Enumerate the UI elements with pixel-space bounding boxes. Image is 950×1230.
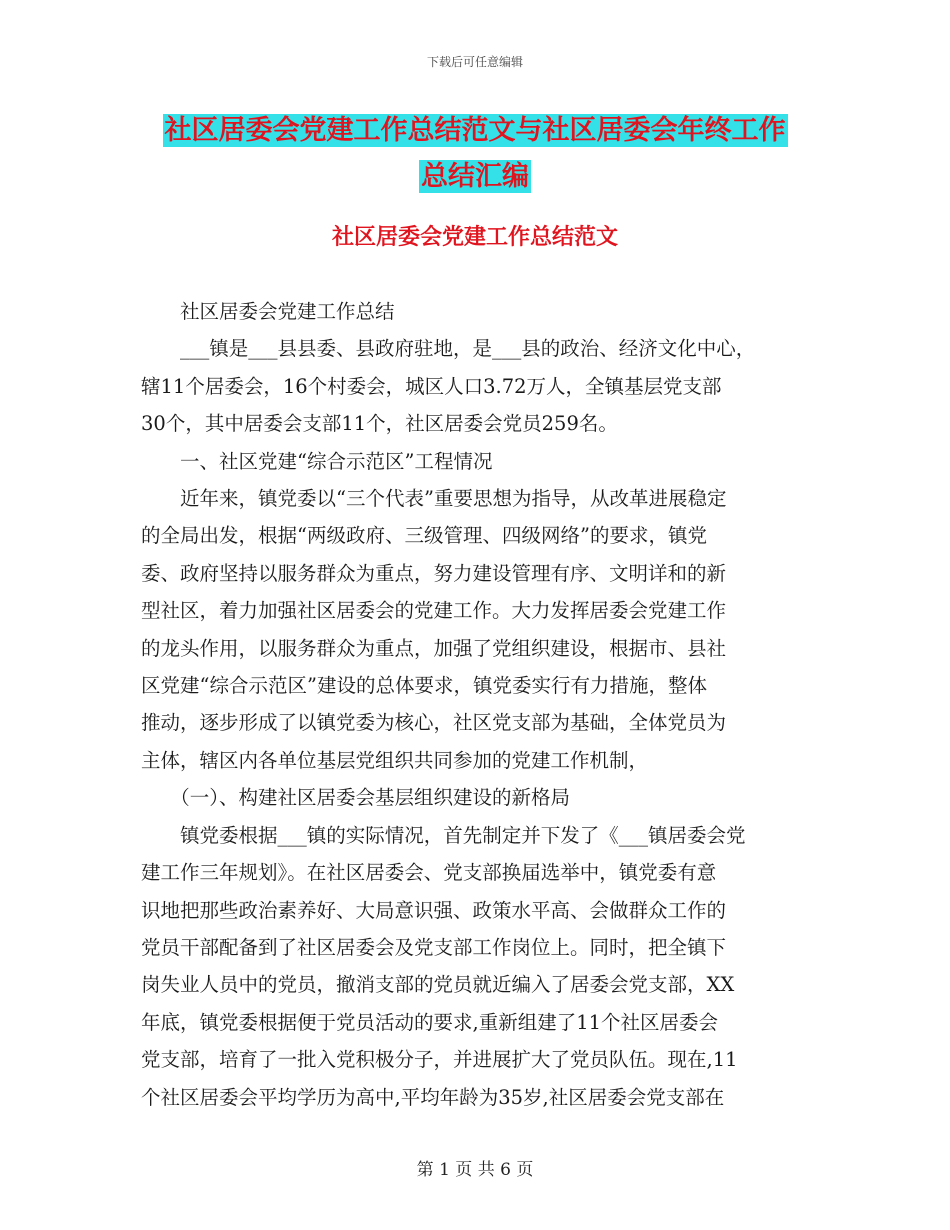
body-line: 建工作三年规划》。在社区居委会、党支部换届选举中，镇党委有意 — [141, 861, 717, 885]
body-line: 近年来，镇党委以“三个代表”重要思想为指导，从改革进展稳定 — [141, 487, 727, 511]
document-title-line-1: 社区居委会党建工作总结范文与社区居委会年终工作 — [164, 115, 786, 146]
body-line: 年底，镇党委根据便于党员活动的要求,重新组建了11个社区居委会 — [141, 1010, 719, 1034]
body-line: （一）、构建社区居委会基层组织建设的新格局 — [141, 786, 571, 810]
body-line: 委、政府坚持以服务群众为重点，努力建设管理有序、文明详和的新 — [141, 561, 727, 585]
body-line: 党支部，培育了一批入党积极分子，并进展扩大了党员队伍。现在,11 — [141, 1048, 738, 1072]
body-line: 党员干部配备到了社区居委会及党支部工作岗位上。同时，把全镇下 — [141, 935, 727, 959]
section-title: 社区居委会党建工作总结范文 — [331, 225, 618, 250]
document-title-line-2: 总结汇编 — [421, 161, 529, 192]
body-line: 主体，辖区内各单位基层党组织共同参加的党建工作机制， — [141, 748, 649, 772]
body-line: 镇党委根据___镇的实际情况，首先制定并下发了《___镇居委会党 — [141, 823, 746, 847]
body-line: 区党建“综合示范区”建设的总体要求，镇党委实行有力措施，整体 — [141, 674, 707, 698]
document-title — [0, 108, 950, 200]
body-line: 个社区居委会平均学历为高中,平均年龄为35岁,社区居委会党支部在 — [141, 1085, 725, 1109]
header-note: 下载后可任意编辑 — [426, 55, 523, 69]
page-footer: 第 1 页 共 6 页 — [416, 1160, 534, 1180]
body-line: 辖11个居委会，16个村委会，城区人口3.72万人，全镇基层党支部 — [141, 374, 722, 398]
document-body — [141, 293, 811, 1116]
body-line: 识地把那些政治素养好、大局意识强、政策水平高、会做群众工作的 — [141, 898, 727, 922]
body-line: 的全局出发，根据“两级政府、三级管理、四级网络”的要求，镇党 — [141, 524, 707, 548]
body-line: 型社区，着力加强社区居委会的党建工作。大力发挥居委会党建工作 — [141, 599, 727, 623]
body-line: 社区居委会党建工作总结 — [141, 300, 395, 323]
body-line: 推动，逐步形成了以镇党委为核心，社区党支部为基础，全体党员为 — [141, 711, 727, 735]
body-line: 岗失业人员中的党员，撤消支部的党员就近编入了居委会党支部，XX — [141, 973, 735, 997]
body-line: 一、社区党建“综合示范区”工程情况 — [141, 449, 493, 473]
body-line: 30个，其中居委会支部11个，社区居委会党员259名。 — [141, 412, 618, 436]
body-line: 的龙头作用，以服务群众为重点，加强了党组织建设，根据市、县社 — [141, 636, 727, 660]
body-line: ___镇是___县县委、县政府驻地，是___县的政治、经济文化中心， — [141, 337, 756, 361]
